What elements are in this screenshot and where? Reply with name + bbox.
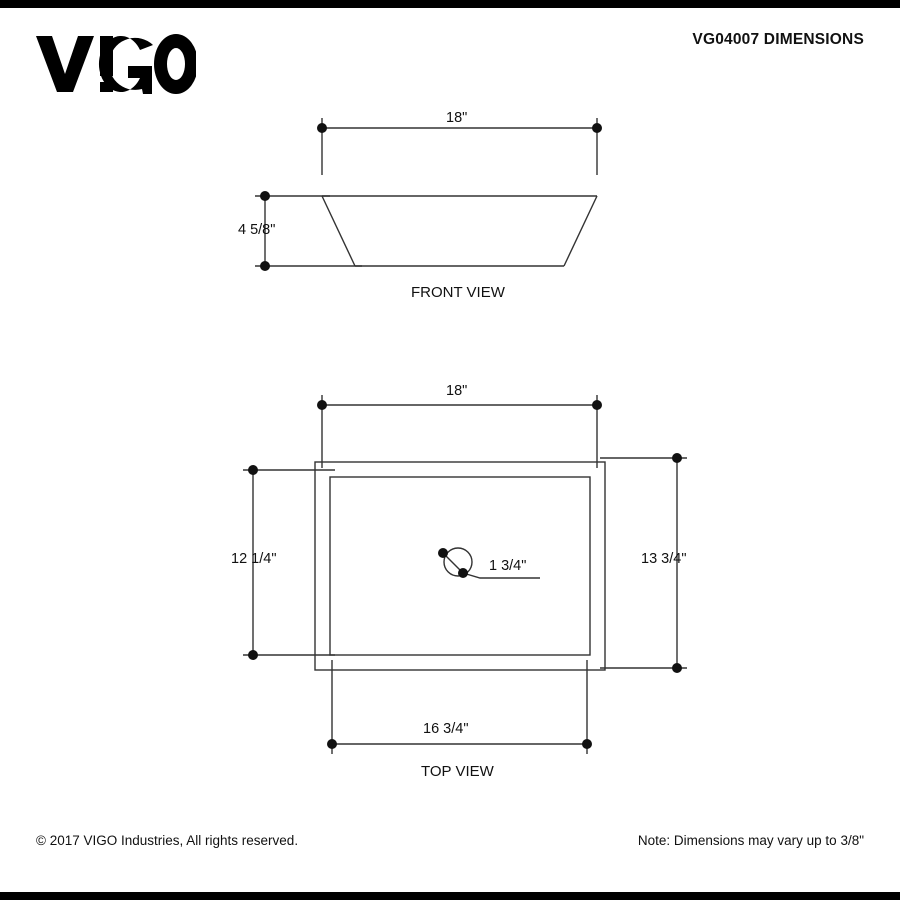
top-view-outer-rect xyxy=(315,462,605,670)
top-view-label: TOP VIEW xyxy=(421,763,494,780)
front-height-label: 4 5/8" xyxy=(238,222,276,238)
top-inner-width-label: 16 3/4" xyxy=(423,721,469,737)
copyright-text: © 2017 VIGO Industries, All rights reserved. xyxy=(36,833,299,848)
page-title: VG04007 DIMENSIONS xyxy=(692,31,864,48)
top-inner-depth-label: 12 1/4" xyxy=(231,551,277,567)
top-view-inner-rect xyxy=(330,477,590,655)
front-width-label: 18" xyxy=(446,110,468,126)
front-view-left-edge xyxy=(322,196,355,266)
front-view-label: FRONT VIEW xyxy=(411,284,505,301)
top-outer-depth-label: 13 3/4" xyxy=(641,551,687,567)
top-outer-width-label: 18" xyxy=(446,383,468,399)
front-view-right-edge xyxy=(564,196,597,266)
drain-diameter-label: 1 3/4" xyxy=(489,558,527,574)
dimensions-note: Note: Dimensions may vary up to 3/8" xyxy=(637,833,864,848)
